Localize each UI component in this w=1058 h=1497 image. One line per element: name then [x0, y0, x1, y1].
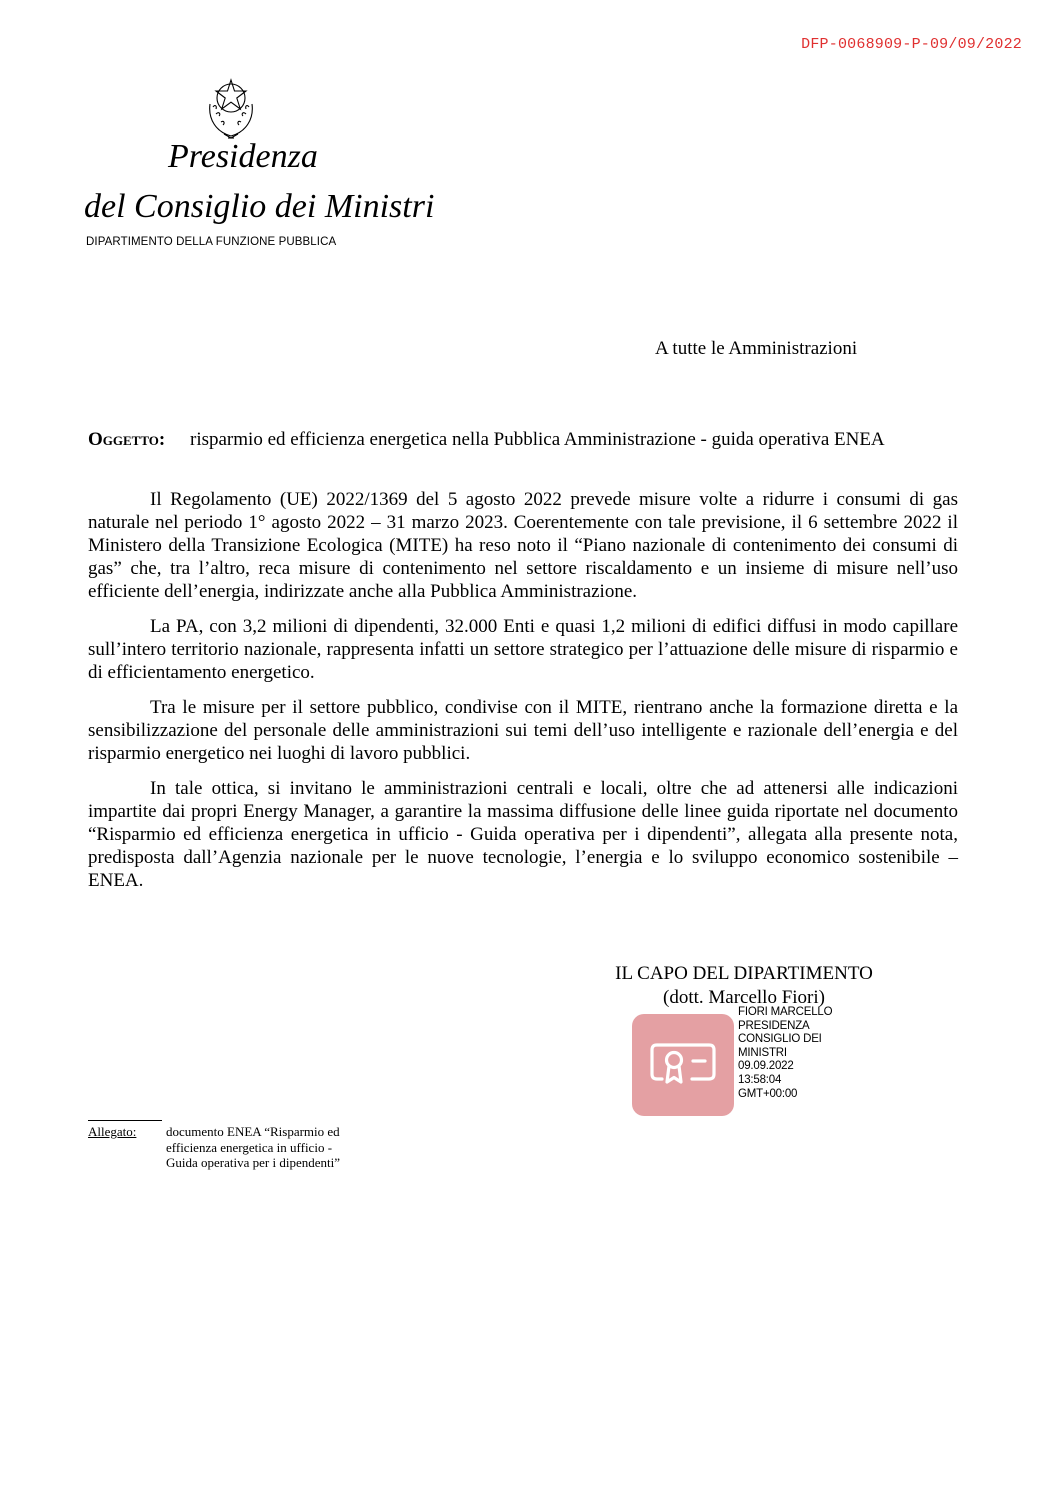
attachment-divider: [88, 1120, 162, 1121]
protocol-number: DFP-0068909-P-09/09/2022: [801, 36, 1022, 53]
recipient: A tutte le Amministrazioni: [655, 338, 858, 359]
signature-detail-line: 09.09.2022: [738, 1060, 794, 1073]
attachment-line: documento ENEA “Risparmio ed: [166, 1124, 340, 1139]
letter-body: [88, 488, 958, 904]
signature-detail-line: 13:58:04: [738, 1073, 782, 1086]
signer-title: IL CAPO DEL DIPARTIMENTO: [615, 963, 873, 984]
signature-detail-line: CONSIGLIO DEI: [738, 1033, 822, 1046]
subject: [88, 428, 958, 452]
digital-signature-details: [738, 1006, 832, 1101]
digital-signature-certificate-icon: [632, 1014, 734, 1116]
paragraph: Tra le misure per il settore pubblico, condivise con il MITE, rientrano anche la formazione diretta e la sensibilizzazione del personale delle amministrazioni sui temi dell’uso intelligente e razionale dell’energia e del risparmio energetico nei luoghi di lavoro pubblici.: [88, 697, 958, 764]
italian-republic-emblem-icon: [198, 74, 264, 142]
attachment-text: [166, 1124, 386, 1171]
attachment-label: Allegato:: [88, 1124, 137, 1139]
signature-detail-line: FIORI MARCELLO: [738, 1006, 833, 1018]
signature-block: [560, 962, 928, 1010]
subject-label: Oggetto:: [88, 429, 166, 450]
signature-detail-line: GMT+00:00: [738, 1087, 798, 1100]
attachment-line: Guida operativa per i dipendenti”: [166, 1155, 340, 1170]
department-name: DIPARTIMENTO DELLA FUNZIONE PUBBLICA: [86, 236, 337, 248]
paragraph: La PA, con 3,2 milioni di dipendenti, 32.000 Enti e quasi 1,2 milioni di edifici diffusi in modo capillare sull’intero territorio nazionale, rappresenta infatti un settore strategico per l’attuazione delle misure di risparmio e di efficientamento energetico.: [88, 616, 958, 683]
signer-name: (dott. Marcello Fiori): [663, 987, 825, 1008]
subject-text: risparmio ed efficienza energetica nella Pubblica Amministrazione - guida operativa ENEA: [190, 429, 885, 450]
signature-detail-line: MINISTRI: [738, 1046, 787, 1059]
letterhead-title-line2: del Consiglio dei Ministri: [84, 188, 435, 225]
letterhead-title-line1: Presidenza: [168, 138, 318, 175]
paragraph: Il Regolamento (UE) 2022/1369 del 5 agosto 2022 prevede misure volte a ridurre i consumi di gas naturale nel periodo 1° agosto 2022 – 31 marzo 2023. Coerentemente con tale previsione, il 6 settembre 2022 il Ministero della Transizione Ecologica (MITE) ha reso noto il “Piano nazionale di contenimento dei consumi di gas” che, tra l’altro, reca misure di contenimento nel settore riscaldamento e un insieme di misure nell’uso efficiente dell’energia, indirizzate anche alla Pubblica Amministrazione.: [88, 489, 958, 602]
attachment-line: efficienza energetica in ufficio -: [166, 1139, 333, 1155]
signature-detail-line: PRESIDENZA: [738, 1019, 810, 1032]
paragraph: In tale ottica, si invitano le amministrazioni centrali e locali, oltre che ad attenersi alle indicazioni impartite dai propri Energy Manager, a garantire la massima diffusione delle linee guida riportate nel documento “Risparmio ed efficienza energetica in ufficio - Guida operativa per i dipendenti”, allegata alla presente nota, predisposta dall’Agenzia nazionale per le nuove tecnologie, l’energia e lo sviluppo economico sostenibile – ENEA.: [88, 778, 958, 891]
